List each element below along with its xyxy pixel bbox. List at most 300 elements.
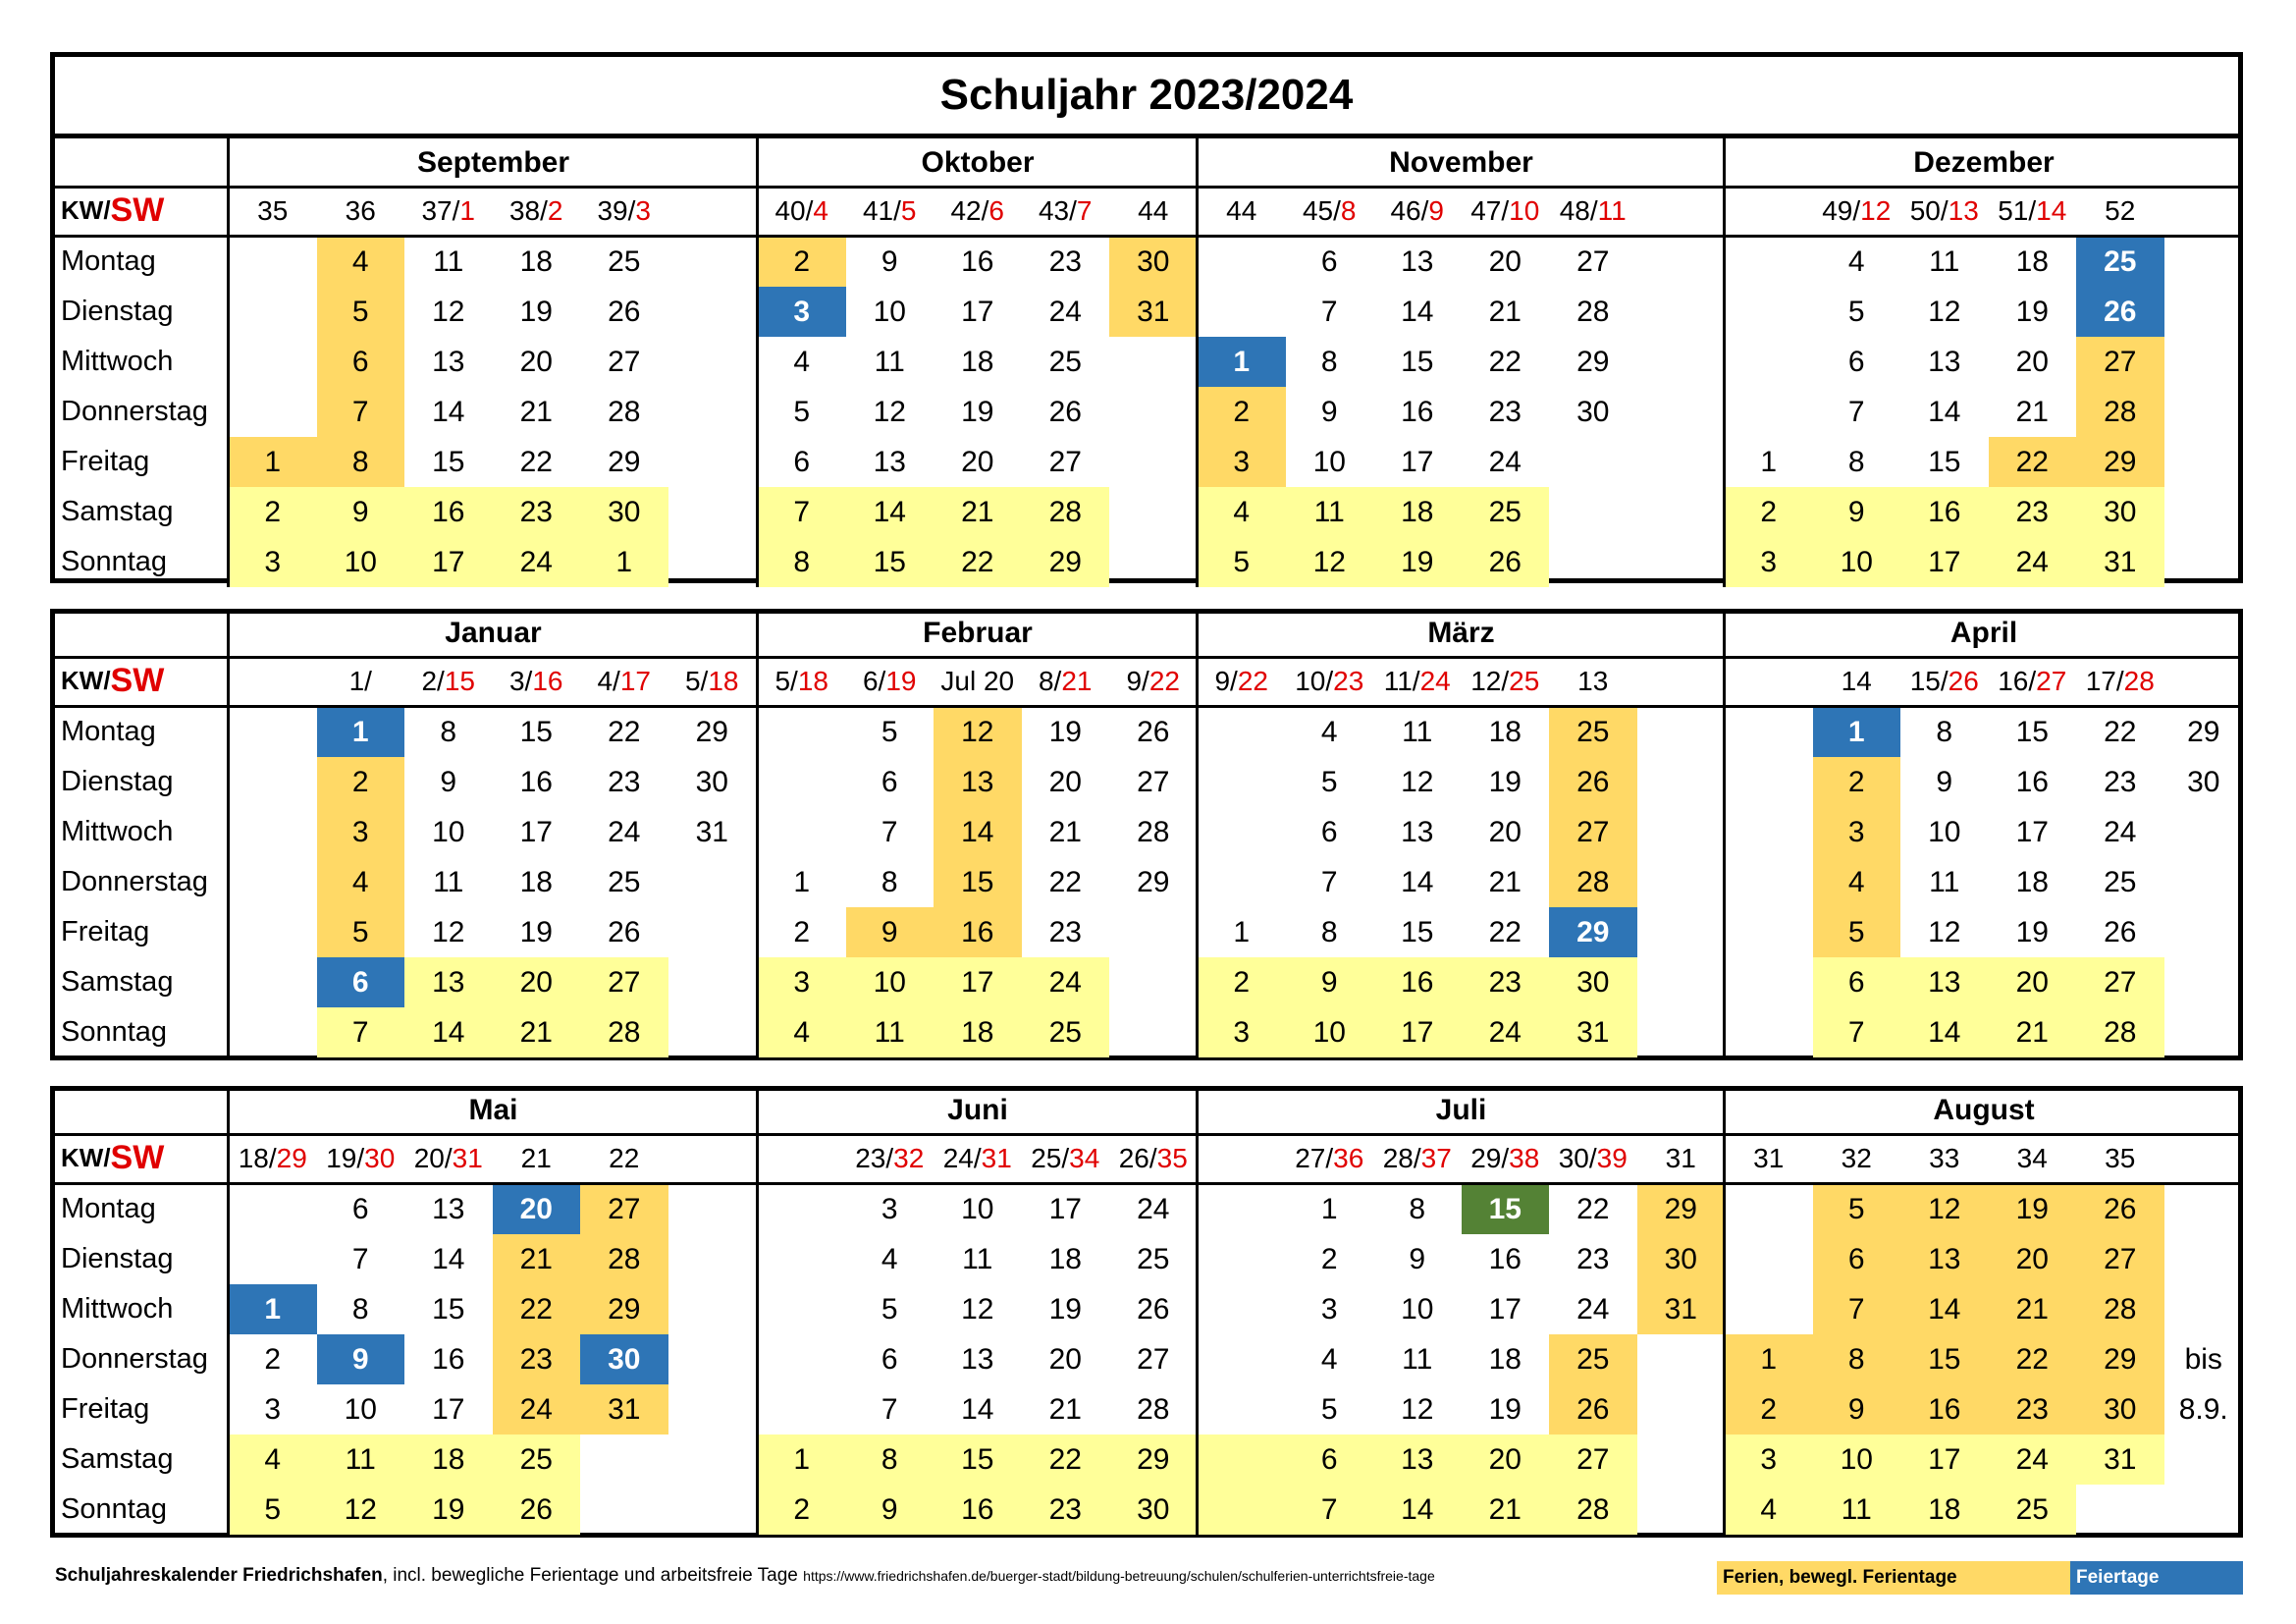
day-cell: 25 — [1462, 487, 1550, 537]
day-cell: 10 — [1813, 537, 1901, 587]
day-cell: 4 — [229, 1435, 317, 1485]
day-cell — [1725, 387, 1813, 437]
day-cell: 8 — [1320, 915, 1338, 948]
day-cell: 31 — [1637, 1284, 1726, 1334]
day-cell: 19 — [1048, 1292, 1082, 1326]
day-cell: 8 — [846, 1435, 934, 1485]
day-cell: 24 — [2104, 815, 2137, 848]
day-cell — [229, 757, 317, 807]
month-name: Februar — [923, 616, 1033, 649]
day-cell: 22 — [608, 715, 641, 748]
day-cell — [1109, 487, 1198, 537]
month-name: Juli — [1435, 1093, 1487, 1126]
day-cell: 27 — [1137, 1342, 1170, 1376]
week-number: 48/ 11 — [1559, 194, 1627, 226]
day-cell — [1725, 757, 1813, 807]
day-cell — [1725, 1184, 1813, 1234]
day-cell: 21 — [493, 1007, 581, 1057]
day-cell: 3 — [881, 1192, 898, 1225]
day-cell: 25 — [1549, 707, 1637, 757]
day-cell: 13 — [1373, 1435, 1462, 1485]
day-cell: 6 — [1847, 345, 1865, 378]
day-cell: 17 — [519, 815, 553, 848]
day-cell: 15 — [519, 715, 553, 748]
day-cell: 3 — [758, 957, 846, 1007]
day-cell: 28 — [608, 395, 641, 428]
day-cell: 6 — [1813, 1234, 1901, 1284]
day-cell — [1637, 1435, 1726, 1485]
day-cell: 13 — [1928, 345, 1961, 378]
day-cell: 8 — [881, 865, 898, 898]
day-cell: 21 — [1989, 1007, 2077, 1057]
month-divider — [756, 609, 759, 1057]
day-cell: 22 — [519, 445, 553, 478]
day-cell: 29 — [608, 445, 641, 478]
week-number: 17/ 28 — [2085, 665, 2155, 696]
day-cell: 30 — [2076, 487, 2164, 537]
week-number: 31 — [1665, 1142, 1696, 1173]
week-number — [1725, 657, 1813, 705]
day-cell: 15 — [432, 445, 465, 478]
day-cell: 7 — [1320, 295, 1338, 328]
day-cell: 19 — [1488, 1392, 1522, 1426]
day-cell: 26 — [2076, 287, 2164, 337]
day-cell: 6 — [881, 765, 898, 798]
day-cell: 14 — [961, 1392, 994, 1426]
day-cell — [229, 707, 317, 757]
week-number: 1/ — [348, 665, 372, 696]
day-cell — [229, 337, 317, 387]
day-cell: 23 — [608, 765, 641, 798]
day-cell — [758, 757, 846, 807]
day-cell: 21 — [1048, 815, 1082, 848]
day-cell: 3 — [758, 287, 846, 337]
week-number: 14 — [1841, 665, 1872, 696]
day-cell — [1725, 857, 1813, 907]
day-cell: 4 — [1813, 857, 1901, 907]
month-name: Oktober — [921, 145, 1035, 179]
day-cell: 16 — [1373, 957, 1462, 1007]
day-cell: 5 — [317, 287, 405, 337]
day-cell: 22 — [1022, 1435, 1110, 1485]
day-cell: 17 — [1373, 1007, 1462, 1057]
day-cell: 16 — [404, 487, 493, 537]
week-number: 2/ 15 — [421, 665, 475, 696]
week-number: 11/ 24 — [1383, 665, 1451, 696]
month-divider — [1723, 138, 1726, 587]
day-cell: 21 — [493, 1234, 581, 1284]
day-cell: 14 — [1928, 395, 1961, 428]
day-cell: 14 — [1401, 865, 1434, 898]
day-cell: 11 — [317, 1435, 405, 1485]
day-cell: 11 — [433, 865, 464, 898]
day-cell — [1725, 1284, 1813, 1334]
week-number: 32 — [1841, 1142, 1872, 1173]
day-cell: 5 — [1320, 1392, 1338, 1426]
day-cell — [1198, 757, 1286, 807]
day-cell: 1 — [1233, 915, 1251, 948]
row-divider — [55, 235, 2238, 238]
week-number: 46/ 9 — [1390, 194, 1444, 226]
day-cell: 6 — [317, 957, 405, 1007]
day-cell: 15 — [432, 1292, 465, 1326]
footer-url: https://www.friedrichshafen.de/buerger-stadt/bildung-betreuung/schulen/schulferien-unterrichtsfreie-tage — [803, 1568, 1435, 1584]
month-divider — [1723, 1086, 1726, 1535]
month-name: Juni — [947, 1093, 1008, 1126]
day-cell: 9 — [440, 765, 457, 798]
day-cell: 23 — [1989, 487, 2077, 537]
day-cell — [668, 957, 757, 1007]
label-divider — [227, 609, 230, 1057]
day-cell: 16 — [2015, 765, 2049, 798]
month-name: Dezember — [1913, 145, 2055, 179]
day-cell: 25 — [1989, 1485, 2077, 1535]
day-cell: 26 — [608, 915, 641, 948]
day-cell: 4 — [317, 237, 405, 287]
day-cell: 2 — [1725, 487, 1813, 537]
weekday-label: Dienstag — [61, 296, 174, 327]
day-cell — [229, 237, 317, 287]
week-number: 3/ 16 — [508, 665, 563, 696]
day-cell: 14 — [1401, 295, 1434, 328]
week-number: 50/ 13 — [1909, 194, 1979, 226]
day-cell: 9 — [881, 244, 898, 278]
day-cell: 31 — [2076, 1435, 2164, 1485]
day-cell: 10 — [1286, 1007, 1374, 1057]
day-cell: 13 — [1900, 1234, 1989, 1284]
day-cell: 12 — [873, 395, 906, 428]
day-cell: 24 — [1137, 1192, 1170, 1225]
day-cell: 22 — [1989, 1334, 2077, 1384]
day-cell: 20 — [961, 445, 994, 478]
week-number: 23/ 32 — [855, 1142, 925, 1173]
day-cell: 27 — [1576, 244, 1610, 278]
day-cell: 7 — [1286, 1485, 1374, 1535]
day-cell: 21 — [1462, 1485, 1550, 1535]
day-cell: 23 — [1989, 1384, 2077, 1435]
day-cell: 30 — [580, 487, 668, 537]
day-cell: 17 — [432, 1392, 465, 1426]
weekday-label: Sonntag — [61, 1493, 168, 1525]
week-number: 35 — [257, 194, 289, 226]
day-cell — [758, 1234, 846, 1284]
day-cell: 4 — [1725, 1485, 1813, 1535]
day-cell: 22 — [1488, 345, 1522, 378]
day-cell — [1109, 537, 1198, 587]
day-cell: 14 — [404, 1007, 493, 1057]
day-cell: 9 — [317, 487, 405, 537]
day-cell — [1198, 857, 1286, 907]
day-cell — [580, 1485, 668, 1535]
day-cell: 6 — [793, 445, 811, 478]
day-cell: 23 — [1462, 957, 1550, 1007]
day-cell: 7 — [1320, 865, 1338, 898]
day-cell: 11 — [1402, 1342, 1433, 1376]
day-cell: 2 — [758, 237, 846, 287]
day-cell: 21 — [519, 395, 553, 428]
day-cell: 7 — [881, 1392, 898, 1426]
day-cell: 8 — [1847, 445, 1865, 478]
week-number: 44 — [1138, 194, 1169, 226]
weekday-label: Mittwoch — [61, 816, 174, 847]
row-divider — [55, 186, 2238, 189]
day-cell: 15 — [2015, 715, 2049, 748]
day-cell: 21 — [1488, 295, 1522, 328]
day-cell: 18 — [404, 1435, 493, 1485]
day-cell: 5 — [1813, 1184, 1901, 1234]
day-cell: 18 — [2015, 865, 2049, 898]
day-cell: 30 — [695, 765, 728, 798]
day-cell: 28 — [2076, 1007, 2164, 1057]
day-cell — [1549, 487, 1637, 537]
day-cell: 19 — [404, 1485, 493, 1535]
day-cell: 24 — [1576, 1292, 1610, 1326]
day-cell-extra: 29 — [2187, 715, 2220, 748]
day-cell: 20 — [493, 1184, 581, 1234]
day-cell — [1198, 707, 1286, 757]
day-cell: 31 — [2076, 537, 2164, 587]
day-cell: 16 — [519, 765, 553, 798]
footer-text: , incl. bewegliche Ferientage und arbeitsfreie Tage — [382, 1565, 798, 1586]
week-number: 24/ 31 — [942, 1142, 1012, 1173]
day-cell — [1198, 1334, 1286, 1384]
day-cell-extra: 30 — [2187, 765, 2220, 798]
day-cell — [229, 857, 317, 907]
day-cell: 24 — [1462, 1007, 1550, 1057]
kw-sw-header: KW/ SW — [61, 191, 165, 229]
week-number: 43/ 7 — [1038, 194, 1093, 226]
week-number: 9/ 22 — [1126, 665, 1180, 696]
row-divider — [55, 1133, 2238, 1136]
day-cell: 12 — [1401, 765, 1434, 798]
week-number — [229, 657, 317, 705]
day-cell — [229, 907, 317, 957]
day-cell: 16 — [432, 1342, 465, 1376]
week-number: 44 — [1226, 194, 1257, 226]
day-cell: 29 — [1137, 865, 1170, 898]
day-cell: 8 — [758, 537, 846, 587]
day-cell: 26 — [1549, 1384, 1637, 1435]
day-cell: 8 — [351, 1292, 369, 1326]
day-cell: 4 — [317, 857, 405, 907]
day-cell: 5 — [881, 1292, 898, 1326]
week-number: 4/ 17 — [597, 665, 651, 696]
day-cell: 6 — [1813, 957, 1901, 1007]
day-cell: 28 — [1549, 857, 1637, 907]
day-cell — [1725, 1007, 1813, 1057]
day-cell: 9 — [1936, 765, 1953, 798]
day-cell: 30 — [580, 1334, 668, 1384]
day-cell — [1637, 1384, 1726, 1435]
day-cell: 12 — [961, 1292, 994, 1326]
day-cell: 21 — [1488, 865, 1522, 898]
day-cell: 5 — [1847, 295, 1865, 328]
day-cell: 15 — [846, 537, 934, 587]
week-number: 39/ 3 — [597, 194, 651, 226]
day-cell: 17 — [1488, 1292, 1522, 1326]
month-divider — [1196, 609, 1199, 1057]
day-cell: 21 — [1989, 1284, 2077, 1334]
day-cell: 16 — [1900, 487, 1989, 537]
day-cell — [1725, 337, 1813, 387]
month-name: November — [1389, 145, 1533, 179]
day-cell — [1109, 907, 1198, 957]
day-cell: 4 — [1320, 1342, 1338, 1376]
day-cell: 16 — [1401, 395, 1434, 428]
week-number: 5/ 18 — [684, 665, 739, 696]
day-cell: 30 — [2076, 1384, 2164, 1435]
weekday-label: Freitag — [61, 446, 150, 477]
day-cell: 7 — [1813, 1284, 1901, 1334]
week-number: 33 — [1929, 1142, 1960, 1173]
day-cell: 25 — [1048, 345, 1082, 378]
day-cell: 31 — [580, 1384, 668, 1435]
day-cell: 11 — [1813, 1485, 1901, 1535]
day-cell: 6 — [1286, 1435, 1374, 1485]
day-cell: 21 — [1048, 1392, 1082, 1426]
day-cell-extra: bis — [2184, 1342, 2222, 1376]
footer-bold: Schuljahreskalender Friedrichshafen — [55, 1565, 383, 1586]
day-cell: 16 — [1900, 1384, 1989, 1435]
day-cell: 18 — [1900, 1485, 1989, 1535]
day-cell: 11 — [1402, 715, 1433, 748]
day-cell — [1109, 337, 1198, 387]
day-cell: 24 — [1022, 957, 1110, 1007]
day-cell: 13 — [961, 1342, 994, 1376]
week-number: 16/ 27 — [1998, 665, 2067, 696]
day-cell: 22 — [1576, 1192, 1610, 1225]
day-cell: 28 — [2076, 387, 2164, 437]
week-number: 29/ 38 — [1470, 1142, 1540, 1173]
day-cell: 8 — [317, 437, 405, 487]
day-cell: 8 — [440, 715, 457, 748]
day-cell — [1725, 707, 1813, 757]
month-name: März — [1427, 616, 1495, 649]
label-divider — [227, 1086, 230, 1535]
day-cell: 5 — [881, 715, 898, 748]
day-cell: 9 — [1286, 957, 1374, 1007]
day-cell — [1198, 1284, 1286, 1334]
day-cell: 18 — [1048, 1242, 1082, 1275]
week-number: 37/ 1 — [421, 194, 475, 226]
day-cell: 13 — [934, 757, 1022, 807]
day-cell: 25 — [2104, 865, 2137, 898]
weekday-label: Samstag — [61, 966, 174, 998]
day-cell: 1 — [758, 1435, 846, 1485]
week-number: 30/ 39 — [1558, 1142, 1628, 1173]
day-cell: 19 — [2015, 295, 2049, 328]
day-cell: 17 — [404, 537, 493, 587]
week-number: 10/ 23 — [1295, 665, 1364, 696]
day-cell: 17 — [1048, 1192, 1082, 1225]
day-cell: 27 — [580, 1184, 668, 1234]
weekday-label: Donnerstag — [61, 396, 208, 427]
day-cell: 20 — [2015, 345, 2049, 378]
day-cell: 15 — [934, 857, 1022, 907]
month-divider — [756, 1086, 759, 1535]
day-cell: 5 — [317, 907, 405, 957]
day-cell: 27 — [2076, 957, 2164, 1007]
day-cell — [668, 857, 757, 907]
day-cell: 27 — [580, 957, 668, 1007]
day-cell: 12 — [432, 915, 465, 948]
day-cell: 5 — [229, 1485, 317, 1535]
day-cell: 4 — [1198, 487, 1286, 537]
day-cell — [758, 1284, 846, 1334]
day-cell: 3 — [229, 537, 317, 587]
day-cell: 6 — [881, 1342, 898, 1376]
day-cell — [2076, 1485, 2164, 1535]
day-cell — [1725, 807, 1813, 857]
day-cell: 1 — [1725, 1334, 1813, 1384]
day-cell: 12 — [432, 295, 465, 328]
day-cell: 3 — [1198, 1007, 1286, 1057]
day-cell: 14 — [1900, 1284, 1989, 1334]
day-cell: 4 — [881, 1242, 898, 1275]
day-cell: 29 — [2076, 1334, 2164, 1384]
day-cell: 20 — [1488, 815, 1522, 848]
day-cell: 7 — [881, 815, 898, 848]
week-number: 5/ 18 — [774, 665, 828, 696]
weekday-label: Montag — [61, 245, 156, 277]
day-cell: 7 — [1813, 1007, 1901, 1057]
day-cell: 31 — [1549, 1007, 1637, 1057]
weekday-label: Mittwoch — [61, 1293, 174, 1325]
day-cell: 3 — [317, 807, 405, 857]
day-cell: 28 — [2076, 1284, 2164, 1334]
week-number: 20/ 31 — [413, 1142, 483, 1173]
day-cell: 14 — [1900, 1007, 1989, 1057]
day-cell — [229, 1234, 317, 1284]
day-cell: 26 — [1462, 537, 1550, 587]
day-cell: 24 — [608, 815, 641, 848]
day-cell: 23 — [1488, 395, 1522, 428]
weekday-label: Samstag — [61, 1443, 174, 1475]
day-cell: 10 — [1813, 1435, 1901, 1485]
day-cell: 9 — [846, 907, 934, 957]
week-number: 31 — [1753, 1142, 1785, 1173]
day-cell: 25 — [2076, 237, 2164, 287]
day-cell: 26 — [493, 1485, 581, 1535]
day-cell: 23 — [1048, 244, 1082, 278]
day-cell — [1549, 537, 1637, 587]
day-cell: 6 — [351, 1192, 369, 1225]
week-number: 15/ 26 — [1909, 665, 1979, 696]
day-cell: 22 — [493, 1284, 581, 1334]
day-cell: 22 — [1989, 437, 2077, 487]
day-cell-extra — [2164, 1234, 2244, 1284]
day-cell: 9 — [317, 1334, 405, 1384]
day-cell: 1 — [1760, 445, 1778, 478]
day-cell: 19 — [519, 295, 553, 328]
day-cell: 14 — [432, 395, 465, 428]
day-cell: 27 — [1549, 807, 1637, 857]
day-cell: 26 — [1137, 715, 1170, 748]
day-cell: 16 — [934, 907, 1022, 957]
week-number: 12/ 25 — [1470, 665, 1540, 696]
day-cell: 14 — [432, 1242, 465, 1275]
day-cell: 23 — [493, 487, 581, 537]
day-cell — [1109, 1007, 1198, 1057]
week-number: 51/ 14 — [1998, 194, 2067, 226]
week-number: 35 — [2105, 1142, 2136, 1173]
day-cell — [758, 1334, 846, 1384]
day-cell: 13 — [1401, 815, 1434, 848]
day-cell — [758, 1384, 846, 1435]
day-cell: 11 — [962, 1242, 993, 1275]
day-cell: 18 — [1488, 715, 1522, 748]
weekday-label: Samstag — [61, 496, 174, 527]
